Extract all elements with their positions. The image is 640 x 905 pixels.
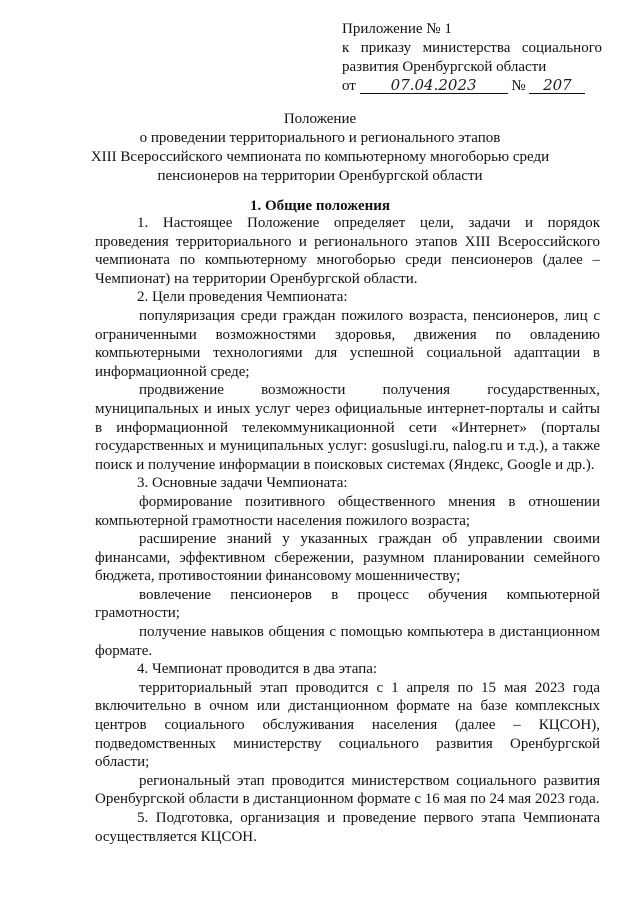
paragraph: расширение знаний у указанных граждан об управлении своими финансами, эффективном сбережении, разумном планировании семейного бюджета, противостоянии финансовому мошенничеству; <box>95 531 600 585</box>
annex-block <box>342 20 602 96</box>
number-label: № <box>511 78 526 94</box>
paragraph: вовлечение пенсионеров в процесс обучения компьютерной грамотности; <box>95 586 600 622</box>
annex-title: Приложение № 1 <box>342 21 452 37</box>
from-label: от <box>342 78 356 94</box>
paragraph: продвижение возможности получения государственных, муниципальных и иных услуг через официальные интернет-порталы и сайты в информационной телекоммуникационной сети «Интернет» (порталы государственных и муниципальных услуг: gosuslugi.ru, nalog.ru и т.д.), а также поиск и получение информации в поисковых системах (Яндекс, Google и др.). <box>95 382 600 473</box>
title-line-1: Положение <box>283 111 357 127</box>
paragraph: популяризация среди граждан пожилого возраста, пенсионеров, лиц с ограниченными возможностями здоровья, движения по овладению компьютерными технологиями для успешной социальной адаптации в информационной среде; <box>95 307 600 380</box>
paragraph: 5. Подготовка, организация и проведение первого этапа Чемпионата осуществляется КЦСОН. <box>95 810 600 845</box>
title-line-2: о проведении территориального и регионального этапов <box>139 130 501 146</box>
handwritten-number: 207 <box>529 78 585 94</box>
paragraph: получение навыков общения с помощью компьютера в дистанционном формате. <box>95 624 600 659</box>
title-line-4: пенсионеров на территории Оренбургской области <box>157 168 483 184</box>
paragraph: 2. Цели проведения Чемпионата: <box>137 289 348 306</box>
paragraph: 3. Основные задачи Чемпионата: <box>137 475 348 492</box>
document-body <box>95 214 600 846</box>
annex-ministry-line: развития Оренбургской области <box>342 59 547 75</box>
paragraph: 4. Чемпионат проводится в два этапа: <box>137 661 378 678</box>
paragraph: 1. Настоящее Положение определяет цели, задачи и порядок проведения территориального и регионального этапов XIII Всероссийского чемпионата по компьютерному многоборью среди пенсионеров (далее – Чемпионат) на территории Оренбургской области. <box>95 215 600 287</box>
paragraph: территориальный этап проводится с 1 апреля по 15 мая 2023 года включительно в очном или дистанционном формате на базе комплексных центров социального обслуживания населения (далее – КЦСОН), подведомственных министерству социального развития Оренбургской области; <box>95 679 600 771</box>
title-line-3: XIII Всероссийского чемпионата по компьютерному многоборью среди <box>90 149 550 165</box>
document-title <box>80 110 560 186</box>
paragraph: формирование позитивного общественного мнения в отношении компьютерной грамотности населения пожилого возраста; <box>95 493 600 529</box>
annex-date-number-line <box>342 77 602 96</box>
annex-order-line: к приказу министерства социального <box>342 40 602 56</box>
handwritten-date: 07.04.2023 <box>360 78 508 94</box>
section-heading: 1. Общие положения <box>249 198 391 214</box>
paragraph: региональный этап проводится министерством социального развития Оренбургской области в дистанционном формате с 16 мая по 24 мая 2023 года. <box>95 772 600 808</box>
